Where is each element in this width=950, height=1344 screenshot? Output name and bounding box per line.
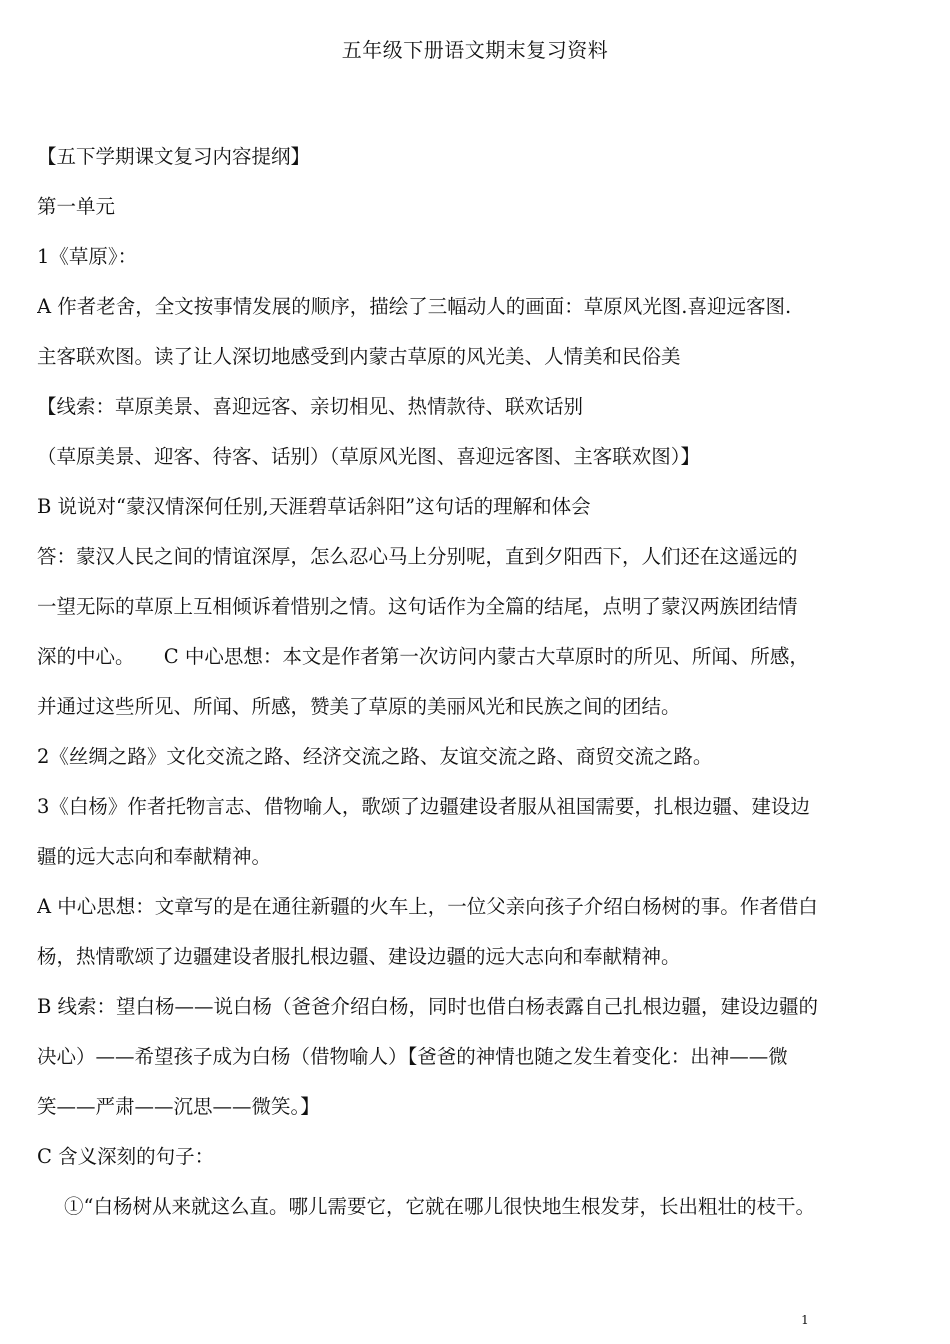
quoted-sentence: ①“白杨树从来就这么直。哪儿需要它，它就在哪儿很快地生根发芽，长出粗壮的枝干。 bbox=[64, 1195, 815, 1218]
text-line: A 中心思想：文章写的是在通往新疆的火车上，一位父亲向孩子介绍白杨树的事。作者借白 bbox=[37, 895, 818, 918]
text-line: B 线索：望白杨——说白杨（爸爸介绍白杨，同时也借白杨表露自己扎根边疆，建设边疆的 bbox=[37, 995, 819, 1018]
text-line: （草原美景、迎客、待客、话别）（草原风光图、喜迎远客图、主客联欢图）】 bbox=[37, 445, 701, 468]
unit-heading: 第一单元 bbox=[37, 195, 116, 218]
lesson-heading-sichou: 2《丝绸之路》文化交流之路、经济交流之路、友谊交流之路、商贸交流之路。 bbox=[37, 745, 713, 768]
lesson-heading-caoyuan: 1《草原》： bbox=[37, 245, 138, 268]
text-line: A 作者老舍，全文按事情发展的顺序，描绘了三幅动人的画面：草原风光图.喜迎远客图. bbox=[37, 295, 792, 318]
document-body bbox=[37, 132, 917, 1232]
text-line: 【线索：草原美景、喜迎远客、亲切相见、热情款待、联欢话别 bbox=[37, 395, 584, 418]
text-line: 笑——严肃——沉思——微笑。】 bbox=[37, 1095, 320, 1118]
text-line: C 含义深刻的句子： bbox=[37, 1145, 215, 1168]
text-line: 杨，热情歌颂了边疆建设者服扎根边疆、建设边疆的远大志向和奉献精神。 bbox=[37, 945, 681, 968]
text-line: 答：蒙汉人民之间的情谊深厚，怎么忍心马上分别呢，直到夕阳西下，人们还在这遥远的 bbox=[37, 545, 798, 568]
document-title: 五年级下册语文期末复习资料 bbox=[341, 38, 609, 62]
text-line: 一望无际的草原上互相倾诉着惜别之情。这句话作为全篇的结尾，点明了蒙汉两族团结情 bbox=[37, 595, 798, 618]
page-number: 1 bbox=[801, 1313, 809, 1327]
lesson-heading-baiyang: 3《白杨》作者托物言志、借物喻人，歌颂了边疆建设者服从祖国需要，扎根边疆、建设边 bbox=[37, 795, 810, 818]
text-line: B 说说对“蒙汉情深何任别,天涯碧草话斜阳”这句话的理解和体会 bbox=[37, 495, 591, 518]
text-line: 主客联欢图。读了让人深切地感受到内蒙古草原的风光美、人情美和民俗美 bbox=[37, 345, 681, 368]
text-line: 并通过这些所见、所闻、所感，赞美了草原的美丽风光和民族之间的团结。 bbox=[37, 695, 681, 718]
text-line: 深的中心。 C 中心思想：本文是作者第一次访问内蒙古大草原时的所见、所闻、所感， bbox=[37, 645, 809, 668]
text-line: 决心）——希望孩子成为白杨（借物喻人）【爸爸的神情也随之发生着变化：出神——微 bbox=[37, 1045, 788, 1068]
text-line: 疆的远大志向和奉献精神。 bbox=[37, 845, 272, 868]
outline-heading: 【五下学期课文复习内容提纲】 bbox=[37, 145, 311, 168]
